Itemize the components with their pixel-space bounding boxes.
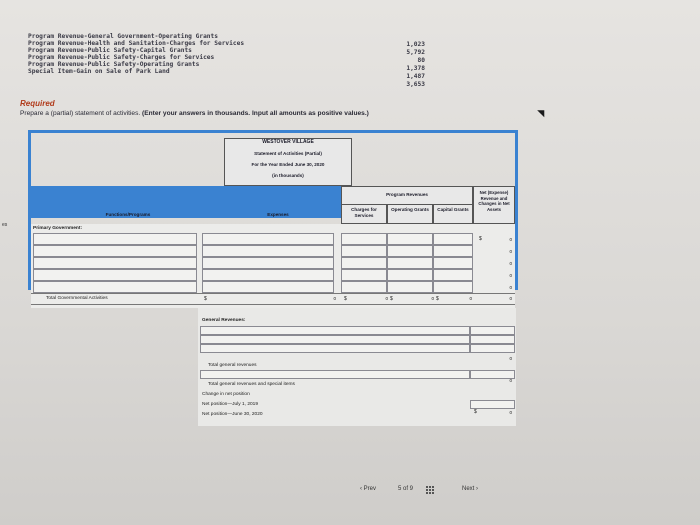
net-dollar-1: $	[479, 236, 482, 242]
charges-for-services-label: Charges for Services	[351, 207, 377, 218]
expenses-input-2[interactable]	[202, 245, 334, 257]
expenses-input-5[interactable]	[202, 281, 334, 293]
charges-input-2[interactable]	[341, 245, 387, 257]
given-value-2: 5,792	[406, 49, 425, 56]
given-line-6: Special Item-Gain on Sale of Park Land	[28, 68, 170, 75]
total-capital-value: 0	[469, 296, 472, 301]
function-input-1[interactable]	[33, 233, 197, 245]
general-revenue-amount-2[interactable]	[470, 335, 515, 344]
operating-input-2[interactable]	[387, 245, 433, 257]
net-value-3: 0	[509, 261, 512, 266]
given-value-6: 3,653	[406, 81, 425, 88]
page-indicator: 5 of 9	[398, 486, 414, 492]
statement-units: (in thousands)	[272, 173, 304, 178]
charges-input-4[interactable]	[341, 269, 387, 281]
net-value-2: 0	[509, 249, 512, 254]
total-capital-dollar: $	[436, 296, 439, 302]
function-input-5[interactable]	[33, 281, 197, 293]
given-value-5: 1,487	[406, 73, 425, 80]
table-top-border	[28, 130, 518, 133]
given-line-2: Program Revenue-Health and Sanitation-Charges for Services	[28, 40, 245, 47]
operating-grants-label: Operating Grants	[391, 207, 429, 212]
given-value-1: 1,023	[406, 41, 425, 48]
operating-input-3[interactable]	[387, 257, 433, 269]
net-value-4: 0	[509, 273, 512, 278]
capital-input-5[interactable]	[433, 281, 473, 293]
side-mark: es	[2, 222, 8, 228]
total-net-value: 0	[509, 296, 512, 301]
net-position-begin-amount[interactable]	[470, 400, 515, 409]
program-revenues-label: Program Revenues	[386, 192, 428, 197]
function-input-3[interactable]	[33, 257, 197, 269]
capital-input-3[interactable]	[433, 257, 473, 269]
charges-input-5[interactable]	[341, 281, 387, 293]
total-expenses-value: 0	[333, 296, 336, 301]
statement-of-activities-table	[28, 130, 518, 430]
total-activities-label: Total Governmental Activities	[46, 296, 108, 301]
expenses-input-1[interactable]	[202, 233, 334, 245]
mouse-cursor-icon	[537, 107, 548, 118]
charges-input-3[interactable]	[341, 257, 387, 269]
net-position-end-value: 0	[509, 410, 512, 415]
given-line-5: Program Revenue-Public Safety-Operating Grants	[28, 61, 200, 68]
general-revenue-amount-3[interactable]	[470, 344, 515, 353]
total-charges-value: 0	[385, 296, 388, 301]
grid-menu-icon[interactable]	[426, 486, 434, 494]
capital-input-4[interactable]	[433, 269, 473, 281]
given-line-3: Program Revenue-Public Safety-Capital Grants	[28, 47, 192, 54]
total-general-revenues-label: Total general revenues	[208, 363, 257, 368]
total-operating-dollar: $	[390, 296, 393, 302]
charges-input-1[interactable]	[341, 233, 387, 245]
net-position-end-label: Net position—June 30, 2020	[202, 412, 263, 417]
required-text: Prepare a (partial) statement of activities.	[20, 110, 143, 117]
capital-input-1[interactable]	[433, 233, 473, 245]
expenses-input-4[interactable]	[202, 269, 334, 281]
expenses-input-3[interactable]	[202, 257, 334, 269]
required-note: (Enter your answers in thousands. Input all amounts as positive values.)	[142, 110, 369, 117]
general-revenue-input-3[interactable]	[200, 344, 470, 353]
total-general-special-label: Total general revenues and special items	[208, 382, 295, 387]
total-general-special-value: 0	[509, 378, 512, 383]
expenses-label: Expenses	[267, 212, 289, 217]
general-revenues-label: General Revenues:	[202, 318, 246, 323]
statement-period: For the Year Ended June 30, 2020	[251, 162, 325, 167]
net-position-begin-label: Net position—July 1, 2019	[202, 402, 258, 407]
function-input-4[interactable]	[33, 269, 197, 281]
net-value-5: 0	[509, 285, 512, 290]
special-item-input[interactable]	[200, 370, 470, 379]
primary-government-label: Primary Government:	[33, 226, 83, 231]
operating-input-4[interactable]	[387, 269, 433, 281]
total-charges-dollar: $	[344, 296, 347, 302]
next-button[interactable]: Next ›	[462, 486, 479, 492]
function-input-2[interactable]	[33, 245, 197, 257]
required-title: Required	[20, 99, 55, 108]
general-revenue-amount-1[interactable]	[470, 326, 515, 335]
total-expenses-dollar: $	[204, 296, 207, 302]
general-revenue-input-1[interactable]	[200, 326, 470, 335]
total-general-value: 0	[509, 356, 512, 361]
given-line-4: Program Revenue-Public Safety-Charges for Services	[28, 54, 215, 61]
given-line-1: Program Revenue-General Government-Operating Grants	[28, 33, 218, 40]
net-value-1: 0	[509, 237, 512, 242]
capital-grants-label: Capital Grants	[437, 207, 469, 212]
operating-input-1[interactable]	[387, 233, 433, 245]
net-end-dollar: $	[474, 409, 477, 415]
functions-programs-label: Functions/Programs	[105, 212, 151, 217]
total-operating-value: 0	[431, 296, 434, 301]
entity-name: WESTOVER VILLAGE	[262, 139, 314, 145]
given-value-4: 1,378	[406, 65, 425, 72]
table-right-border	[515, 130, 518, 290]
change-net-position-label: Change in net position	[202, 392, 250, 397]
capital-input-2[interactable]	[433, 245, 473, 257]
general-revenue-input-2[interactable]	[200, 335, 470, 344]
operating-input-5[interactable]	[387, 281, 433, 293]
given-value-3: 80	[417, 57, 425, 64]
required-instructions	[20, 110, 369, 117]
statement-title: Statement of Activities (Partial)	[254, 151, 322, 156]
prev-button[interactable]: ‹ Prev	[360, 486, 377, 492]
net-expense-label: Net (Expense) Revenue and Changes in Net Assets	[478, 190, 510, 212]
